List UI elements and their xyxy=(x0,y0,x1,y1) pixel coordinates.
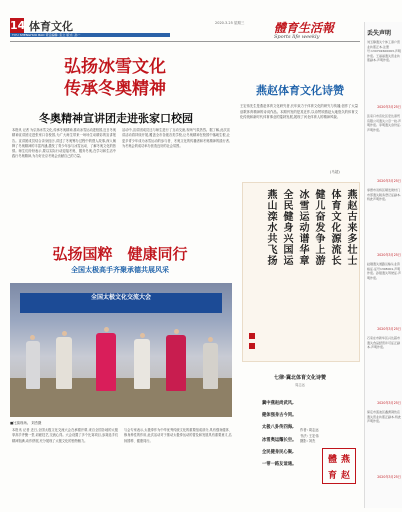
performer-figure xyxy=(26,341,40,389)
stamp-char: 赵 xyxy=(341,471,351,481)
poetry-intro: 王宏伟先生是燕赵体育文化研究者,长年致力于体育文化的研究与传播,创作了大量讴歌体育精神的诗词作品。本期刊发的是其近作,以诗赞颂燕赵大地悠久的体育文化传统和新时代体育事业的蓬勃发展,展现了河北体育人的精神风貌。 xyxy=(240,104,358,119)
notice-date: 2020年3月25日 xyxy=(377,105,401,109)
red-stamp xyxy=(322,448,356,484)
stamp-char: 育 xyxy=(328,471,338,481)
taichi-photo xyxy=(10,283,232,417)
second-story-col1: 本报讯 记者 近日,全国太极文化交流大会在承德开幕,来自全国各地的太极拳高手齐聚一堂,切磋技艺,交流心得。大会设置了多个比赛项目,参赛选手们精神饱满,动作舒展,充分展现了太极文化的独特魅力。 xyxy=(12,428,118,443)
notice-text: 承德市双桥区顺发建材门市部遗失税务登记证副本,特此声明作废。 xyxy=(367,188,401,202)
performer-figure xyxy=(56,337,72,389)
poem2-title: 七律·冀北体育文化诗赞 xyxy=(274,375,326,381)
notice-column-title: 丢失声明 xyxy=(367,30,392,37)
figure-head xyxy=(30,335,35,340)
poem2-author: 周志远 xyxy=(295,383,305,387)
notice-date: 2020年3月25日 xyxy=(377,401,401,405)
photo-banner-text: 全国太极文化交流大会 xyxy=(90,294,151,301)
stamp-char: 燕 xyxy=(341,455,351,465)
poem2-credit-line: 摄影: 刘杰 xyxy=(300,439,316,443)
notice-date: 2020年3月25日 xyxy=(377,475,401,479)
main-subheadline: 冬奥精神宣讲团走进张家口校园 xyxy=(39,112,193,125)
header-rule xyxy=(10,41,360,42)
poem2-credit-line: 书法: 王宏伟 xyxy=(300,433,319,438)
poem2-line: 太极八卦传四海, xyxy=(262,425,294,431)
photo-floor xyxy=(10,378,232,417)
poem2-credit-line: 作者: 周志远 xyxy=(300,428,319,432)
figure-head xyxy=(140,333,145,338)
red-seal xyxy=(249,333,255,339)
notice-text: 张家口市宣化区宏达商贸有限公司遗失公章一枚,声明作废。李明遗失身份证,声明作废。 xyxy=(367,114,401,132)
calligraphy-column: 体育文化源流长 xyxy=(329,189,340,266)
notice-text: 刘玉静遗失个体工商户营业执照正本,注册号:130702600063,声明作废。王丽丽遗失营业执照副本,声明作废。 xyxy=(367,40,401,63)
figure-head xyxy=(104,327,109,332)
main-headline-line2: 传承冬奥精神 xyxy=(64,79,166,99)
poem2-line: 健体强身古今同。 xyxy=(262,413,297,419)
sports-life-label: Sports life weekly xyxy=(274,34,320,40)
second-headline: 弘扬国粹 健康同行 xyxy=(52,245,188,263)
header-info: TIYU SHENGHUO BAO 责任编辑: 张立 版式: 孙一 xyxy=(12,33,81,37)
main-headline-line1: 弘扬冰雪文化 xyxy=(64,57,166,77)
poetry-author-note: (马超) xyxy=(330,170,340,174)
calligraphy-column: 冰雪运动谱华章 xyxy=(297,189,308,266)
poem2-credits xyxy=(300,428,319,445)
performer-figure xyxy=(134,339,150,389)
page-header xyxy=(10,18,360,42)
main-story-col2: 活动中,宣讲团成员还与师生进行了互动交流,现场气氛热烈。据了解,此次宣讲活动将持续开展,覆盖全市各级各类学校,让冬奥精神在校园中落地生根,让更多青少年成为冰雪运动的参与者、冬奥文化的传播者和冬奥精神的践行者,为冬奥会的成功举办营造良好的社会氛围。 xyxy=(122,128,230,148)
notice-text: 赵刚遗失道路运输从业资格证,证号1308001,声明作废。孙强遗失驾驶证,声明作废。 xyxy=(367,262,401,280)
calligraphy-column: 全民健身兴国运 xyxy=(281,189,292,266)
calligraphy-artwork xyxy=(242,182,360,362)
notice-text: 保定市莲池区鑫源餐饮店遗失营业执照正副本,特此声明作废。 xyxy=(367,410,401,424)
performer-figure xyxy=(203,343,218,389)
photo-caption: ■比赛现场。 刘杰摄 xyxy=(10,421,42,425)
poem2-line: 一带一路友谊通。 xyxy=(262,462,297,468)
poetry-title: 燕赵体育文化诗赞 xyxy=(256,84,344,97)
figure-head xyxy=(174,329,179,334)
poem2-line: 冰雪奥运耀长空。 xyxy=(262,437,297,443)
second-subheadline: 全国太极高手齐聚承德共展风采 xyxy=(71,266,169,274)
red-seal xyxy=(249,343,255,349)
poem2-line: 全民健身民心聚, xyxy=(262,449,294,455)
figure-head xyxy=(208,337,213,342)
notice-text: 石家庄市新华区兴达超市遗失食品经营许可证正副本,声明作废。 xyxy=(367,336,401,350)
poem2-line: 冀中燕赵尚武风, xyxy=(262,401,294,406)
page-number: 14 xyxy=(10,19,26,32)
performer-figure xyxy=(96,333,116,391)
calligraphy-column: 健儿奋发争上游 xyxy=(313,189,324,266)
calligraphy-column: 燕赵古来多壮士 xyxy=(345,189,356,266)
notice-date: 2020年3月25日 xyxy=(377,179,401,183)
calligraphy-column: 燕山滦水共飞扬 xyxy=(265,189,276,266)
section-title: 体育文化 xyxy=(29,20,73,33)
figure-head xyxy=(62,331,67,336)
paper-name: 體育生活報 xyxy=(274,21,335,35)
second-story-col2: 与会专家表示,太极拳作为中华优秀传统文化的重要组成部分,具有强身健体、修身养性的作用,此次活动对于推动太极拳运动的普及和发展具有重要意义,弘扬国粹、健康同行。 xyxy=(124,428,232,443)
stamp-char: 體 xyxy=(328,455,338,465)
main-headline xyxy=(20,56,210,100)
date-line: 2020.3.25 星期三 xyxy=(215,21,245,25)
notice-column xyxy=(364,22,402,508)
notice-date: 2020年3月25日 xyxy=(377,327,401,331)
notice-date: 2020年3月25日 xyxy=(377,253,401,257)
main-story-col1: 本报讯 记者 为弘扬冰雪文化,传承冬奥精神,推动冰雪运动进校园,近日冬奥精神宣讲团走进张家口各校园,为广大师生带来一场场生动精彩的宣讲报告。宣讲团成员结合亲身经历,讲述了冬奥筹办过程中的感人故事,深入阐释了冬奥精神的丰富内涵,激发了青少年参与冰雪运动、了解冬奥文化的热情。师生们纷纷表示,要以实际行动迎接冬奥、服务冬奥,在学习和生活中践行冬奥精神,为办好北京冬奥会贡献自己的力量。 xyxy=(12,128,116,159)
performer-figure xyxy=(166,335,186,391)
